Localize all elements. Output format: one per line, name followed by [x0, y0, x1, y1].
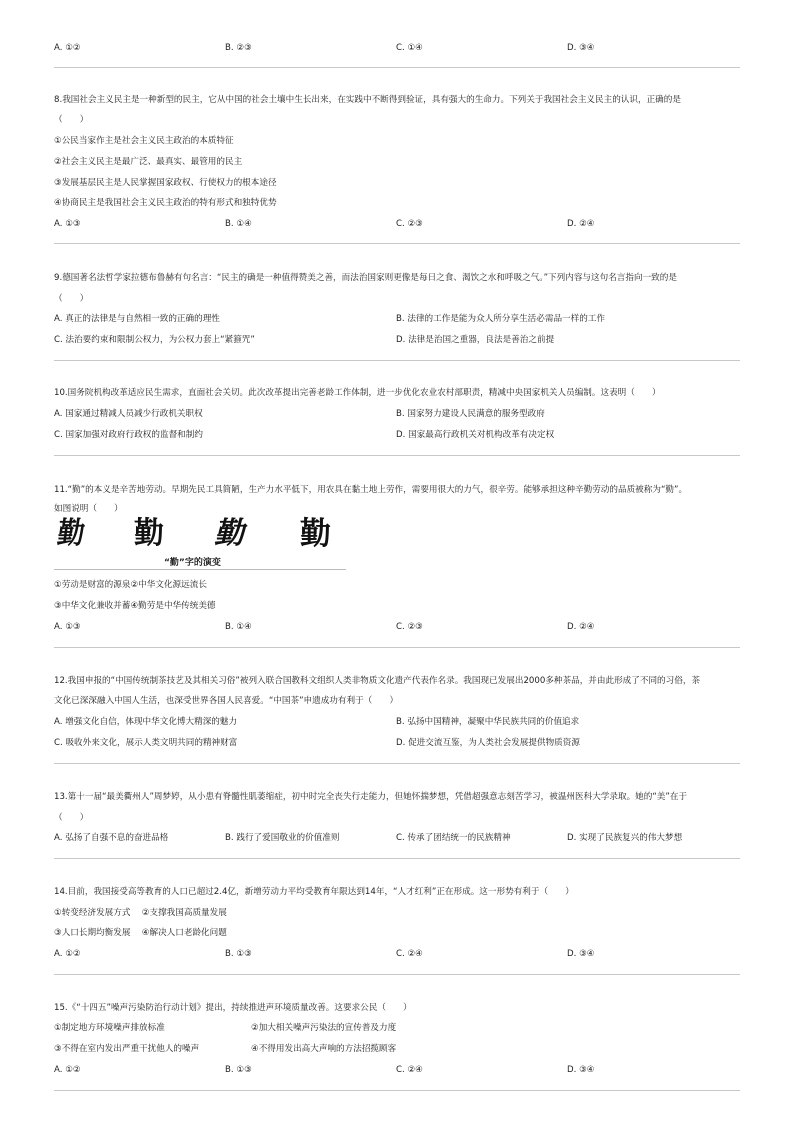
q14-option-d[interactable]: D. ③④ [567, 949, 595, 959]
divider [54, 1090, 740, 1091]
q14-item: ①转变经济发展方式 ②支撑我国高质量发展 [54, 908, 227, 918]
q11-stem: 11.“勤”的本义是辛苦地劳动。早期先民工具简陋，生产力水平低下，用农具在黏土地上劳作，需要用很大的力气，很辛劳。能够承担这种辛勤劳动的品质被称为“勤”。 [54, 485, 688, 495]
q13-stem-bracket: （ ） [54, 813, 89, 823]
q11-option-b[interactable]: B. ①④ [225, 622, 252, 632]
running-script-qin-glyph: 勤 [214, 516, 244, 551]
q9-stem: 9.德国著名法哲学家拉德布鲁赫有句名言：“民主的确是一种值得赞美之善，而法治国家则更像是每日之食、渴饮之水和呼吸之气。”下列内容与这句名言指向一致的是 [54, 273, 677, 283]
q8-option-c[interactable]: C. ②③ [396, 219, 423, 229]
oracle-bone-qin-glyph: 勤 [55, 516, 88, 551]
q8-item: ①公民当家作主是社会主义民主政治的本质特征 [54, 136, 234, 146]
q13-option-b[interactable]: B. 践行了爱国敬业的价值准则 [225, 833, 340, 843]
q15-item: ①制定地方环境噪声排放标准 [54, 1023, 165, 1033]
q9-option-d[interactable]: D. 法律是治国之重器，良法是善治之前提 [396, 335, 555, 345]
q13-option-d[interactable]: D. 实现了民族复兴的伟大梦想 [567, 833, 683, 843]
figure-rule [54, 569, 346, 570]
q10-stem: 10.国务院机构改革适应民生需求，直面社会关切。此次改革提出完善老龄工作体制，进一步优化农业农村部职责，精减中央国家机关人员编制。这表明（ ） [54, 388, 661, 398]
q13-stem: 13.第十一届“最美衢州人”周梦婷，从小患有脊髓性肌萎缩症，初中时完全丧失行走能力，但她怀揣梦想，凭借超强意志刻苦学习，被温州医科大学录取。她的“美”在于 [54, 792, 688, 802]
q15-option-b[interactable]: B. ①③ [225, 1065, 252, 1075]
q15-option-c[interactable]: C. ②④ [396, 1065, 423, 1075]
q12-stem: 12.我国申报的“中国传统制茶技艺及其相关习俗”被列入联合国教科文组织人类非物质文化遗产代表作名录。我国现已发展出2000多种茶品，并由此形成了不同的习俗，茶 [54, 676, 701, 686]
q12-stem-tail: 文化已深深融入中国人生活，也深受世界各国人民喜爱。“中国茶”申遗成功有利于（ ） [54, 696, 399, 706]
divider [54, 67, 740, 68]
q7-option-b[interactable]: B. ②③ [225, 43, 252, 53]
q15-item: ②加大相关噪声污染法的宣传普及力度 [251, 1023, 397, 1033]
q8-stem-bracket: （ ） [54, 115, 89, 125]
divider [54, 763, 740, 764]
divider [54, 974, 740, 975]
q12-option-b[interactable]: B. 弘扬中国精神，凝聚中华民族共同的价值追求 [396, 717, 580, 727]
divider [54, 243, 740, 244]
q8-option-d[interactable]: D. ②④ [567, 219, 595, 229]
q12-option-a[interactable]: A. 增强文化自信，体现中华文化博大精深的魅力 [54, 717, 238, 727]
q7-option-d[interactable]: D. ③④ [567, 43, 595, 53]
q15-item: ③不得在室内发出严重干扰他人的噪声 [54, 1044, 200, 1054]
q8-stem: 8.我国社会主义民主是一种新型的民主，它从中国的社会土壤中生长出来，在实践中不断得到验证，具有强大的生命力。下列关于我国社会主义民主的认识，正确的是 [54, 95, 681, 105]
q15-option-d[interactable]: D. ③④ [567, 1065, 595, 1075]
q11-option-d[interactable]: D. ②④ [567, 622, 595, 632]
divider [54, 858, 740, 859]
q14-item: ③人口长期均衡发展 ④解决人口老龄化问题 [54, 928, 227, 938]
q14-option-c[interactable]: C. ②④ [396, 949, 423, 959]
q10-option-b[interactable]: B. 国家努力建设人民满意的服务型政府 [396, 409, 545, 419]
divider [54, 455, 740, 456]
q10-option-c[interactable]: C. 国家加强对政府行政权的监督和制约 [54, 430, 203, 440]
divider [54, 360, 740, 361]
q11-option-c[interactable]: C. ②③ [396, 622, 423, 632]
regular-script-qin-glyph: 勤 [300, 516, 331, 552]
qin-character-evolution-figure [54, 517, 354, 573]
q9-option-a[interactable]: A. 真正的法律是与自然相一致的正确的理性 [54, 314, 220, 324]
q8-option-a[interactable]: A. ①③ [54, 219, 81, 229]
q11-item: ③中华文化兼收并蓄④勤劳是中华传统美德 [54, 601, 216, 611]
q13-option-c[interactable]: C. 传承了团结统一的民族精神 [396, 833, 511, 843]
q15-item: ④不得用发出高大声响的方法招揽顾客 [251, 1044, 397, 1054]
figure-caption: “勤”字的演变 [164, 558, 221, 568]
q8-option-b[interactable]: B. ①④ [225, 219, 252, 229]
q8-item: ④协商民主是我国社会主义民主政治的特有形式和独特优势 [54, 198, 277, 208]
q10-option-d[interactable]: D. 国家最高行政机关对机构改革有决定权 [396, 430, 555, 440]
q9-option-b[interactable]: B. 法律的工作是能为众人所分享生活必需品一样的工作 [396, 314, 606, 324]
q14-stem: 14.目前，我国接受高等教育的人口已超过2.4亿，新增劳动力平均受教育年限达到14年，“人才红利”正在形成。这一形势有利于（ ） [54, 887, 574, 897]
q13-option-a[interactable]: A. 弘扬了自强不息的奋进品格 [54, 833, 169, 843]
q8-item: ②社会主义民主是最广泛、最真实、最管用的民主 [54, 157, 243, 167]
divider [54, 647, 740, 648]
q12-option-c[interactable]: C. 吸收外来文化，展示人类文明共同的精神财富 [54, 738, 238, 748]
q8-item: ③发展基层民主是人民掌握国家政权、行使权力的根本途径 [54, 178, 277, 188]
q11-stem-tail: 如图说明（ ） [54, 504, 123, 514]
q10-option-a[interactable]: A. 国家通过精减人员减少行政机关职权 [54, 409, 203, 419]
seal-script-qin-glyph: 勤 [134, 516, 164, 551]
q9-stem-bracket: （ ） [54, 294, 89, 304]
q12-option-d[interactable]: D. 促进交流互鉴，为人类社会发展提供物质资源 [396, 738, 580, 748]
q7-option-a[interactable]: A. ①② [54, 43, 81, 53]
q15-stem: 15.《“十四五”噪声污染防治行动计划》提出，持续推进声环境质量改善。这要求公民（ ） [54, 1003, 412, 1013]
q14-option-b[interactable]: B. ①③ [225, 949, 252, 959]
q7-option-c[interactable]: C. ①④ [396, 43, 423, 53]
q11-option-a[interactable]: A. ①③ [54, 622, 81, 632]
q15-option-a[interactable]: A. ①② [54, 1065, 81, 1075]
q11-item: ①劳动是财富的源泉②中华文化源远流长 [54, 580, 207, 590]
q9-option-c[interactable]: C. 法治要约束和限制公权力，为公权力套上“紧箍咒” [54, 335, 255, 345]
q14-option-a[interactable]: A. ①② [54, 949, 81, 959]
